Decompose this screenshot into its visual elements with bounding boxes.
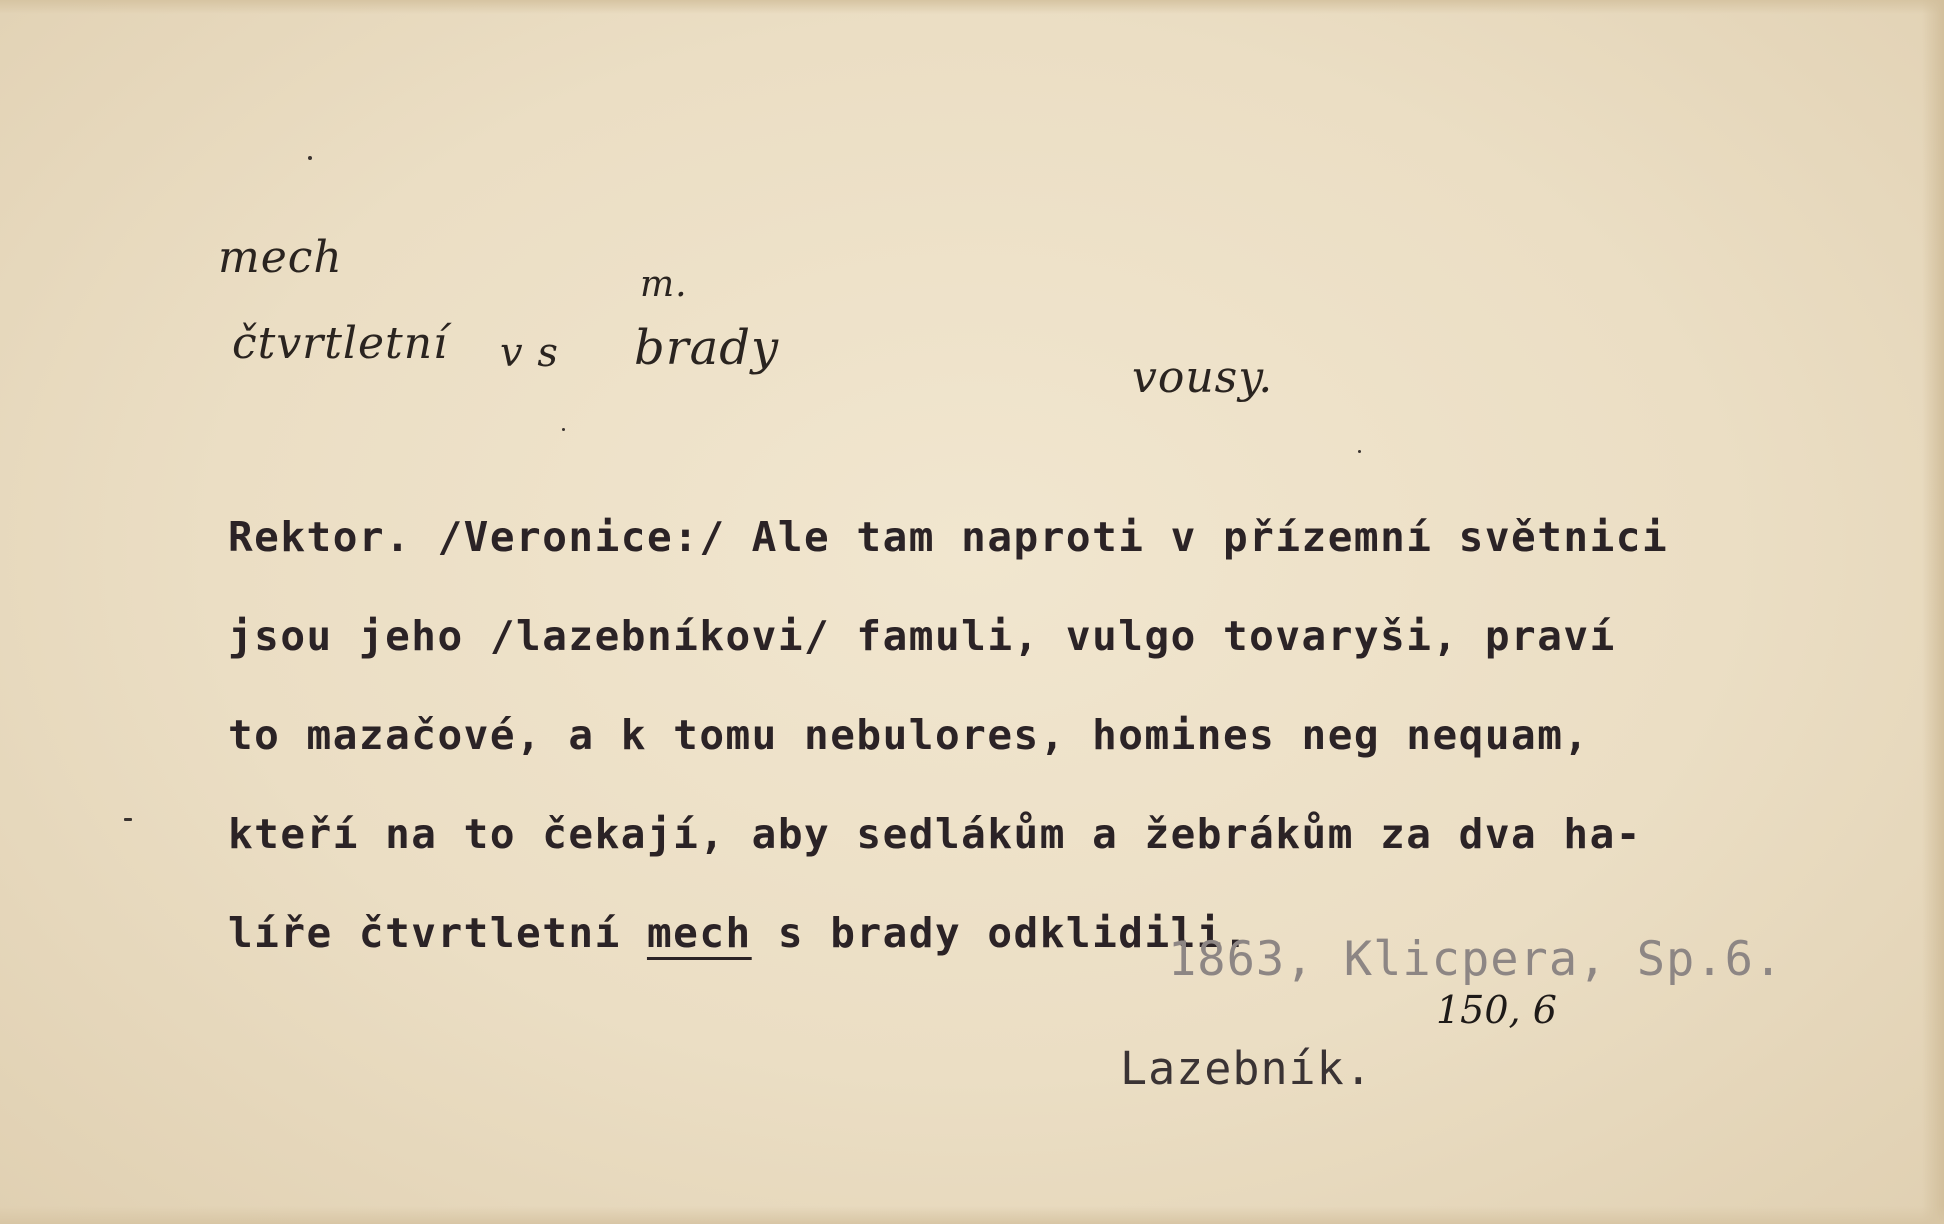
ink-speck	[1358, 450, 1361, 453]
handwritten-v-s: v s	[500, 330, 559, 376]
headword: Lazebník.	[1120, 1042, 1373, 1095]
typed-quotation	[228, 488, 1888, 983]
handwritten-mech: mech	[218, 232, 343, 283]
card-edge-right	[1922, 0, 1944, 1224]
underlined-mech: mech	[646, 909, 752, 957]
ink-speck	[124, 818, 132, 821]
typed-line-4: kteří na to čekají, aby sedlákům a žebrákům za dva ha-	[228, 810, 1642, 858]
typed-line-5-end: s brady odklidili.	[751, 909, 1250, 957]
ink-speck	[562, 428, 565, 431]
typed-line-2: jsou jeho /lazebníkovi/ famuli, vulgo tovaryši, praví	[228, 612, 1616, 660]
handwritten-ctvrtletni: čtvrtletní	[232, 318, 449, 369]
handwritten-vousy: vousy.	[1132, 352, 1274, 403]
typed-line-5-start: líře čtvrtletní	[228, 909, 647, 957]
source-citation: 1863, Klicpera, Sp.6.	[1168, 932, 1784, 987]
typed-line-3: to mazačové, a k tomu nebulores, homines neg nequam,	[228, 711, 1590, 759]
card-edge-top	[0, 0, 1944, 14]
card-edge-bottom	[0, 1206, 1944, 1224]
handwritten-brady: brady	[634, 320, 780, 376]
typed-line-1: Rektor. /Veronice:/ Ale tam naproti v přízemní světnici	[228, 513, 1669, 561]
handwritten-m: m.	[640, 264, 688, 305]
handwritten-page-number: 150, 6	[1436, 988, 1557, 1032]
ink-speck	[308, 156, 312, 160]
